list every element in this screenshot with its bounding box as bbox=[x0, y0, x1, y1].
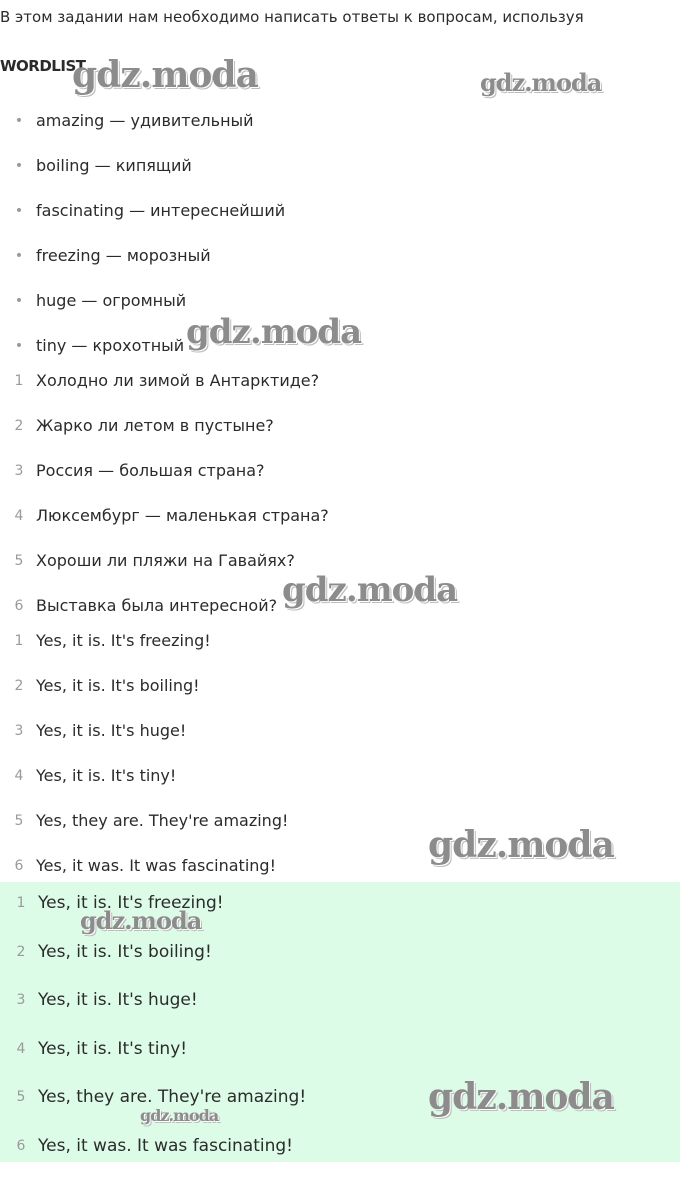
wordlist-heading: WORDLIST bbox=[0, 57, 86, 75]
question-text: Выставка была интересной? bbox=[36, 596, 278, 615]
answer-number: 1 bbox=[14, 633, 24, 649]
wordlist-item-text: amazing — удивительный bbox=[36, 111, 254, 130]
highlighted-answer-text: Yes, it is. It's boiling! bbox=[38, 941, 212, 962]
bullet-icon: • bbox=[14, 293, 24, 309]
highlighted-answer-number: 1 bbox=[16, 895, 26, 911]
question-number: 4 bbox=[14, 508, 24, 524]
question-text: Россия — большая страна? bbox=[36, 461, 265, 480]
answer-number: 6 bbox=[14, 858, 24, 874]
highlighted-answer-number: 6 bbox=[16, 1137, 26, 1154]
question-number: 6 bbox=[14, 598, 24, 614]
highlighted-answer-number: 3 bbox=[16, 992, 26, 1008]
bullet-icon: • bbox=[14, 158, 24, 174]
wordlist-item-text: tiny — крохотный bbox=[36, 336, 185, 355]
bullet-icon: • bbox=[14, 248, 24, 264]
highlighted-answer-text: Yes, it is. It's tiny! bbox=[38, 1038, 188, 1059]
highlighted-answer-number: 4 bbox=[16, 1040, 26, 1057]
highlighted-answer-text: Yes, it is. It's freezing! bbox=[38, 893, 224, 913]
question-text: Хороши ли пляжи на Гавайях? bbox=[36, 551, 295, 570]
question-number: 5 bbox=[14, 553, 24, 569]
watermark: gdz.moda bbox=[80, 906, 202, 935]
watermark: gdz.moda bbox=[186, 312, 362, 352]
bullet-icon: • bbox=[14, 113, 24, 129]
watermark: gdz.moda bbox=[428, 824, 614, 866]
wordlist-item-text: freezing — морозный bbox=[36, 246, 211, 265]
answer-number: 5 bbox=[14, 813, 24, 829]
highlighted-answer-text: Yes, they are. They're amazing! bbox=[38, 1087, 307, 1107]
question-text: Люксембург — маленькая страна? bbox=[36, 506, 329, 525]
highlighted-answer-number: 5 bbox=[16, 1089, 26, 1105]
bullet-icon: • bbox=[14, 338, 24, 354]
answer-text: Yes, it was. It was fascinating! bbox=[36, 856, 276, 875]
watermark: gdz.moda bbox=[72, 54, 258, 96]
answer-text: Yes, it is. It's boiling! bbox=[36, 676, 200, 695]
question-text: Жарко ли летом в пустыне? bbox=[36, 416, 274, 435]
question-number: 3 bbox=[14, 463, 24, 479]
watermark: gdz.moda bbox=[480, 68, 602, 97]
intro-text: В этом задании нам необходимо написать ответы к вопросам, используя bbox=[0, 8, 584, 26]
wordlist-item-text: huge — огромный bbox=[36, 291, 187, 310]
watermark: gdz.moda bbox=[282, 570, 458, 610]
answer-text: Yes, they are. They're amazing! bbox=[36, 811, 289, 830]
answer-text: Yes, it is. It's freezing! bbox=[36, 631, 211, 650]
watermark: gdz.moda bbox=[140, 1106, 219, 1125]
watermark: gdz.moda bbox=[428, 1076, 614, 1118]
answer-number: 4 bbox=[14, 768, 24, 784]
answer-text: Yes, it is. It's huge! bbox=[36, 721, 187, 740]
question-number: 1 bbox=[14, 373, 24, 389]
wordlist-item-text: fascinating — интереснейший bbox=[36, 201, 286, 220]
answer-text: Yes, it is. It's tiny! bbox=[36, 766, 177, 785]
highlighted-answer-text: Yes, it was. It was fascinating! bbox=[38, 1135, 293, 1156]
highlighted-answer-text: Yes, it is. It's huge! bbox=[38, 990, 198, 1010]
bullet-icon: • bbox=[14, 203, 24, 219]
answer-number: 2 bbox=[14, 678, 24, 694]
wordlist-item-text: boiling — кипящий bbox=[36, 156, 192, 175]
question-number: 2 bbox=[14, 418, 24, 434]
question-text: Холодно ли зимой в Антарктиде? bbox=[36, 371, 320, 390]
answer-number: 3 bbox=[14, 723, 24, 739]
highlighted-answer-number: 2 bbox=[16, 943, 26, 960]
